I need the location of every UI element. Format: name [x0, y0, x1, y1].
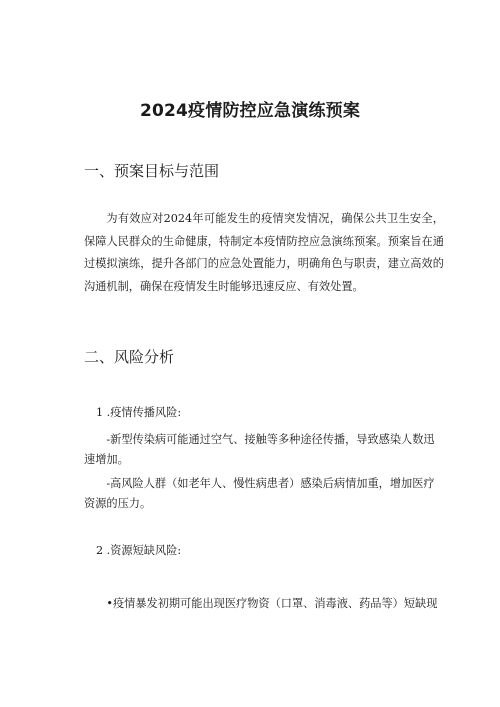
risk-heading-resource: 2 .资源短缺风险: [96, 544, 182, 557]
section-heading-risk: 二、风险分析 [84, 348, 175, 366]
document-title: 2024疫情防控应急演练预案 [139, 101, 361, 121]
risk-point-transmission-1: -新型传染病可能通过空气、接触等多种途径传播，导致感染人数迅速增加。 [84, 433, 435, 466]
section-paragraph-goals: 为有效应对2024年可能发生的疫情突发情况，确保公共卫生安全，保障人民群众的生命健康，特制定本疫情防控应急演练预案。预案旨在通过模拟演练，提升各部门的应急处置能力，明确角色与职责，建立高效的沟通机制，确保在疫情发生时能够迅速反应、有效处置。 [84, 212, 444, 293]
risk-heading-transmission: 1 .疫情传播风险: [96, 406, 182, 419]
section-heading-goals: 一、预案目标与范围 [84, 162, 220, 180]
risk-point-transmission-2: -高风险人群（如老年人、慢性病患者）感染后病情加重，增加医疗资源的压力。 [84, 477, 435, 510]
risk-point-resource-1: •疫情暴发初期可能出现医疗物资（口罩、消毒液、药品等）短缺现 [106, 597, 438, 610]
